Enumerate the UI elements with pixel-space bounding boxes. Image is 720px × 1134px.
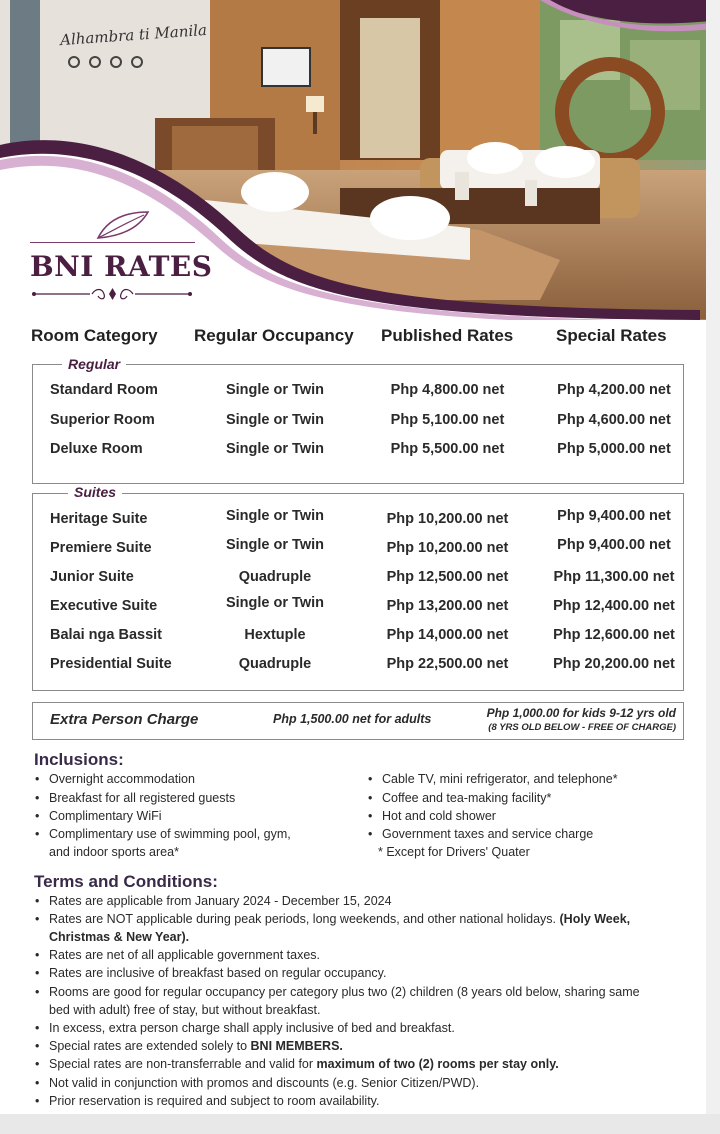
special-rate: Php 9,400.00 net [557,508,671,524]
room-occupancy: Single or Twin [225,441,324,457]
terms-title: Terms and Conditions: [34,872,218,891]
extra-person-label: Extra Person Charge [50,711,199,728]
table-row [0,382,720,404]
title-rule [30,242,195,243]
inclusions-title: Inclusions: [34,750,124,769]
inclusion-item: • Complimentary use of swimming pool, gym, [49,827,291,841]
table-row [0,656,720,678]
inclusion-item: • Complimentary WiFi [49,809,162,823]
column-room-category: Room Category [31,326,158,345]
special-rate: Php 12,400.00 net [553,598,675,614]
inclusion-item: • Cable TV, mini refrigerator, and telephone* [382,772,618,786]
special-rate: Php 4,600.00 net [557,412,671,428]
group-label-suites: Suites [68,484,122,500]
published-rate: Php 4,800.00 net [390,382,505,398]
room-occupancy: Quadruple [238,656,312,672]
room-name: Presidential Suite [50,656,172,672]
group-label-regular: Regular [62,356,126,372]
room-occupancy: Hextuple [244,627,306,643]
table-row [0,569,720,591]
term-item: • Rooms are good for regular occupancy per category plus two (2) children (8 years old below, sharing same [49,985,640,999]
special-rate: Php 9,400.00 net [557,537,671,553]
room-occupancy: Quadruple [238,569,312,585]
term-item: • In excess, extra person charge shall apply inclusive of bed and breakfast. [49,1021,455,1035]
column-special-rates: Special Rates [556,326,667,345]
inclusion-item: • Coffee and tea-making facility* [382,791,551,805]
inclusion-item: • Overnight accommodation [49,772,195,786]
hotel-logo-rings [68,56,143,68]
leaf-icon [88,208,158,242]
room-name: Junior Suite [50,569,134,585]
room-name: Standard Room [50,382,158,398]
ornament-divider [30,286,195,302]
published-rate: Php 10,200.00 net [386,511,509,527]
published-rate: Php 14,000.00 net [386,627,509,643]
room-occupancy: Single or Twin [225,595,324,611]
table-row [0,595,720,620]
room-name: Deluxe Room [50,441,143,457]
room-occupancy: Single or Twin [225,382,324,398]
column-published-rates: Published Rates [381,326,514,345]
term-item: • Rates are inclusive of breakfast based on regular occupancy. [49,966,386,980]
page-bottom-edge [0,1114,720,1134]
inclusion-item: • Government taxes and service charge [382,827,593,841]
published-rate: Php 10,200.00 net [386,540,509,556]
published-rate: Php 5,500.00 net [390,441,505,457]
table-row [0,508,720,533]
special-rate: Php 5,000.00 net [557,441,671,457]
column-regular-occupancy: Regular Occupancy [194,326,354,345]
inclusion-footnote: * Except for Drivers' Quater [378,845,530,859]
extra-kids-note: (8 YRS OLD BELOW - FREE OF CHARGE) [488,722,676,733]
room-occupancy: Single or Twin [225,508,324,524]
inclusion-item: • Hot and cold shower [382,809,496,823]
room-name: Premiere Suite [50,540,152,556]
special-rate: Php 20,200.00 net [553,656,675,672]
extra-adult-rate: Php 1,500.00 net for adults [273,712,432,726]
room-name: Balai nga Bassit [50,627,163,643]
special-rate: Php 12,600.00 net [553,627,675,643]
term-item: • Special rates are extended solely to BNI MEMBERS. [49,1039,343,1053]
page-edge [706,0,720,1134]
term-item: • Not valid in conjunction with promos and discounts (e.g. Senior Citizen/PWD). [49,1076,479,1090]
table-row [0,412,720,434]
term-item: • Rates are NOT applicable during peak periods, long weekends, and other national holidays. (Holy Week, [49,912,630,926]
room-occupancy: Single or Twin [225,412,324,428]
extra-kids-rate: Php 1,000.00 for kids 9-12 yrs old [486,706,676,720]
published-rate: Php 22,500.00 net [386,656,509,672]
table-row [0,441,720,463]
table-row [0,627,720,649]
inclusion-item: • Breakfast for all registered guests [49,791,235,805]
hotel-logo-script: Alhambra ti Manila [59,20,208,50]
term-item-continued: bed with adult) free of stay, but without breakfast. [49,1003,321,1017]
published-rate: Php 13,200.00 net [386,598,509,614]
room-name: Superior Room [50,412,155,428]
term-item: • Rates are net of all applicable government taxes. [49,948,320,962]
term-item-continued: Christmas & New Year). [49,930,190,944]
published-rate: Php 12,500.00 net [386,569,509,585]
room-name: Heritage Suite [50,511,148,527]
table-row [0,537,720,562]
special-rate: Php 11,300.00 net [553,569,675,585]
inclusion-item-continued: and indoor sports area* [49,845,179,859]
room-name: Executive Suite [50,598,158,614]
room-occupancy: Single or Twin [225,537,324,553]
term-item: • Prior reservation is required and subject to room availability. [49,1094,379,1108]
published-rate: Php 5,100.00 net [390,412,505,428]
term-item: • Rates are applicable from January 2024 - December 15, 2024 [49,894,392,908]
page-title: BNI RATES [30,250,213,283]
term-item: • Special rates are non-transferrable and valid for maximum of two (2) rooms per stay only. [49,1057,559,1071]
special-rate: Php 4,200.00 net [557,382,671,398]
